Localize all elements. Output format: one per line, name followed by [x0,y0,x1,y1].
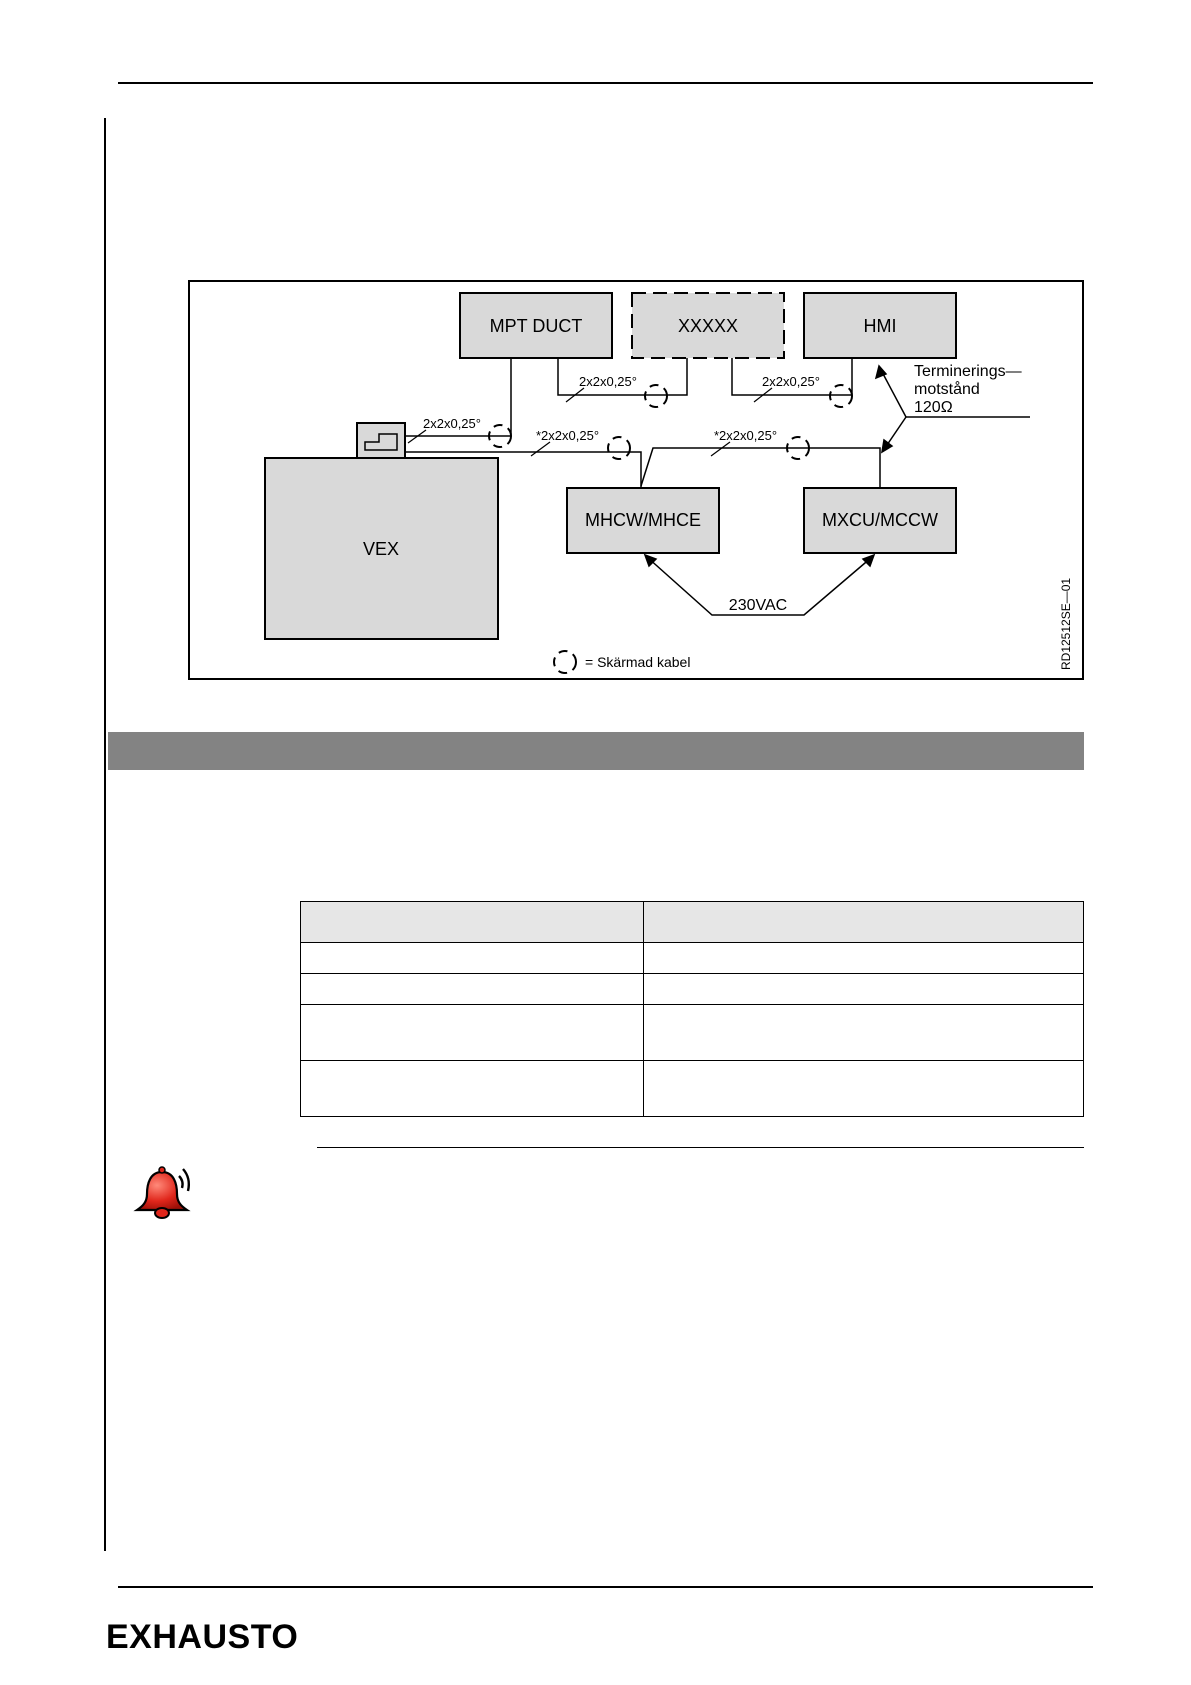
box-xxxxx-label: XXXXX [677,316,739,336]
box-mpt-duct [460,293,612,358]
table-header-cell [301,902,644,943]
box-mxcu-label: MXCU/MCCW [822,510,938,530]
power-label: 230VAC [728,597,788,614]
termination-label-3: 120Ω [914,399,953,416]
table-cell [644,943,1084,974]
spec-table [300,901,1084,1117]
table-cell [301,974,644,1005]
box-xxxxx [632,293,784,358]
box-vex-label: VEX [362,539,400,559]
ref-code: RD12512SE—01 [1059,577,1073,670]
cable-label-xxxxx-hmi: 2x2x0,25° [762,374,820,389]
table-row [301,1061,1084,1117]
termination-label-2: motstånd [914,381,980,398]
cable-label-mpt-xxxxx: 2x2x0,25° [579,374,637,389]
table-cell [644,974,1084,1005]
vex-control-box [357,423,405,458]
section-heading-bar [108,732,1084,770]
footer-rule [118,1586,1093,1588]
legend-label: = Skärmad kabel [585,654,691,670]
cable-label-bus-left: *2x2x0,25° [536,428,600,443]
table-cell [301,1061,644,1117]
alarm-bell-icon [132,1164,196,1224]
table-cell [301,1005,644,1061]
table-header-cell [644,902,1084,943]
box-hmi [804,293,956,358]
company-logo: EXHAUSTO [106,1618,299,1656]
table-cell [644,1005,1084,1061]
table-cell [644,1061,1084,1117]
table-cell [301,943,644,974]
header-rule [118,82,1093,84]
left-margin-rule [104,118,106,1551]
box-mhcw-label: MHCW/MHCE [585,510,701,530]
termination-label-1: Terminerings— [914,363,1022,380]
box-mhcw [567,488,719,553]
cable-label-bus-right: *2x2x0,25° [714,428,778,443]
box-vex [265,458,498,639]
box-mpt-duct-label: MPT DUCT [489,316,583,336]
wiring-diagram [188,280,1084,680]
warning-rule [317,1147,1084,1148]
table-header-row [301,902,1084,943]
table-row [301,974,1084,1005]
box-mxcu [804,488,956,553]
cable-label-vex: 2x2x0,25° [423,416,481,431]
table-row [301,943,1084,974]
box-hmi-label: HMI [863,316,897,336]
table-row [301,1005,1084,1061]
